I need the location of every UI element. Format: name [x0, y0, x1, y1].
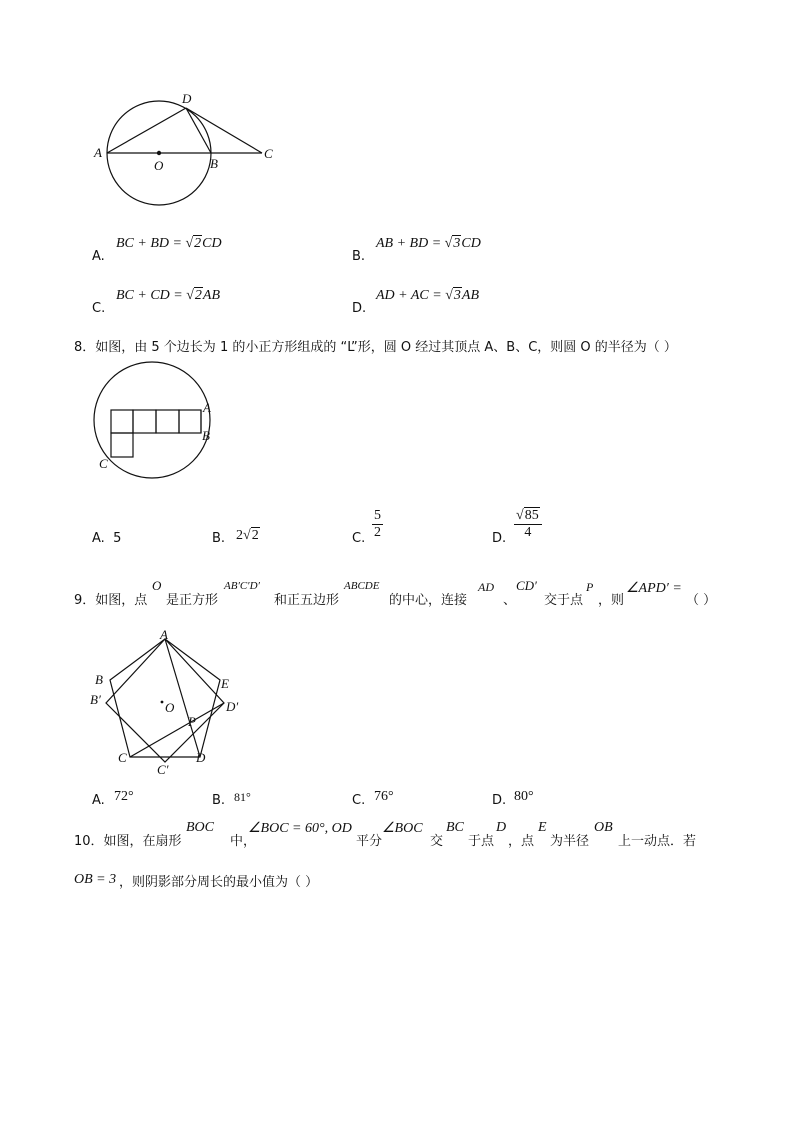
- q7-option-a-letter: A.: [92, 249, 105, 264]
- q10-boc2: ∠BOC: [382, 821, 423, 836]
- q10-t2: 中，: [230, 834, 257, 849]
- q10-bc: BC: [446, 820, 464, 835]
- q10-t5: 于点: [468, 834, 495, 849]
- q7-label-c: C: [264, 146, 273, 161]
- q7-line-ad: [107, 108, 186, 153]
- q8-figure: [0, 360, 800, 490]
- q8-option-b-letter: B.: [212, 531, 226, 546]
- q8-option-d-letter: D.: [492, 531, 507, 546]
- q7-label-b: B: [210, 156, 218, 171]
- q9-ad: AD: [478, 580, 494, 594]
- q7-option-d-letter: D.: [352, 301, 367, 316]
- q10-ob: OB: [594, 820, 613, 835]
- q9-t3: 和正五边形: [274, 593, 340, 608]
- q9-t2: 是正方形: [166, 593, 219, 608]
- q9-line-cd1: [130, 703, 224, 757]
- q9-option-a: 72°: [114, 789, 134, 804]
- q8-label-b: B: [202, 428, 210, 443]
- q10-line2-math: OB = 3: [74, 872, 117, 887]
- q9-figure: [0, 620, 800, 780]
- q9-label-d: D: [196, 750, 206, 765]
- q9-option-b: 81°: [234, 790, 251, 804]
- q10-t3: 平分: [356, 834, 383, 849]
- q10-t4: 交: [430, 834, 444, 849]
- q9-t4: 的中心，连接: [389, 593, 468, 608]
- q7-label-o: O: [154, 158, 164, 173]
- q10-condition: ∠BOC = 60°, OD: [248, 821, 352, 836]
- q9-label-b1: B′: [90, 692, 101, 707]
- q7-option-d: AD + AC = √3AB: [376, 288, 479, 303]
- q7-option-b: AB + BD = √3CD: [376, 236, 481, 251]
- q9-t1: 9．如图，点: [74, 593, 148, 608]
- q9-option-d: 80°: [514, 789, 534, 804]
- q9-label-c1: C′: [157, 762, 169, 777]
- q8-question-text: 8．如图，由 5 个边长为 1 的小正方形组成的 “L”形，圆 O 经过其顶点 A、B、C，则圆 O 的半径为（ ）: [74, 340, 677, 355]
- q10-boc: BOC: [186, 820, 214, 835]
- q7-label-d: D: [182, 91, 192, 106]
- q10-t6: ，点: [508, 834, 535, 849]
- q8-option-b: 2√2: [236, 528, 259, 543]
- q9-label-c: C: [118, 750, 127, 765]
- q9-t6: 交于点: [544, 593, 584, 608]
- q9-pentagon-shape: [110, 639, 220, 757]
- q9-label-a: A: [160, 627, 168, 642]
- q8-option-a: A. 5: [92, 531, 122, 546]
- q7-label-a: A: [94, 145, 102, 160]
- q8-label-a: A: [203, 400, 211, 415]
- q9-t8: （ ）: [686, 593, 717, 608]
- q7-option-a: BC + BD = √2CD: [116, 236, 222, 251]
- q9-label-p: P: [188, 714, 196, 729]
- q9-label-e: E: [221, 676, 229, 691]
- q9-option-c: 76°: [374, 789, 394, 804]
- q9-option-c-letter: C.: [352, 793, 366, 808]
- q9-label-o: O: [165, 700, 175, 715]
- q9-square: AB′C′D′: [224, 580, 260, 592]
- q10-t8: 上一动点．若: [618, 834, 697, 849]
- q7-center-dot: [157, 151, 161, 155]
- q9-cd: CD′: [516, 578, 537, 593]
- q8-option-c: $\frac{5}{2}$: [374, 508, 381, 540]
- q10-t1: 10．如图，在扇形: [74, 834, 182, 849]
- q10-e: E: [538, 820, 547, 835]
- q9-option-d-letter: D.: [492, 793, 507, 808]
- q7-option-b-letter: B.: [352, 249, 366, 264]
- q9-line-ad: [165, 639, 200, 757]
- q9-pentagon: ABCDE: [344, 580, 380, 592]
- q7-line-dc: [186, 108, 262, 153]
- q9-t5: 、: [503, 593, 517, 608]
- q9-angle: ∠APD′ =: [626, 581, 682, 596]
- q9-option-a-letter: A.: [92, 793, 105, 808]
- q10-t7: 为半径: [550, 834, 590, 849]
- q7-option-c: BC + CD = √2AB: [116, 288, 221, 303]
- q9-o: O: [152, 578, 162, 593]
- q9-label-d1: D′: [226, 699, 239, 714]
- q8-option-d: $\frac{√85}{4}$: [514, 508, 542, 541]
- q7-option-c-letter: C.: [92, 301, 106, 316]
- q10-d: D: [496, 820, 507, 835]
- q10-line2-text: ，则阴影部分周长的最小值为（ ）: [119, 875, 319, 890]
- q8-option-c-letter: C.: [352, 531, 366, 546]
- q9-option-b-letter: B.: [212, 793, 226, 808]
- q9-p: P: [586, 580, 594, 594]
- q8-label-c: C: [99, 456, 108, 471]
- q7-figure: [0, 0, 800, 230]
- q9-t7: ，则: [598, 593, 625, 608]
- q9-label-b: B: [95, 672, 103, 687]
